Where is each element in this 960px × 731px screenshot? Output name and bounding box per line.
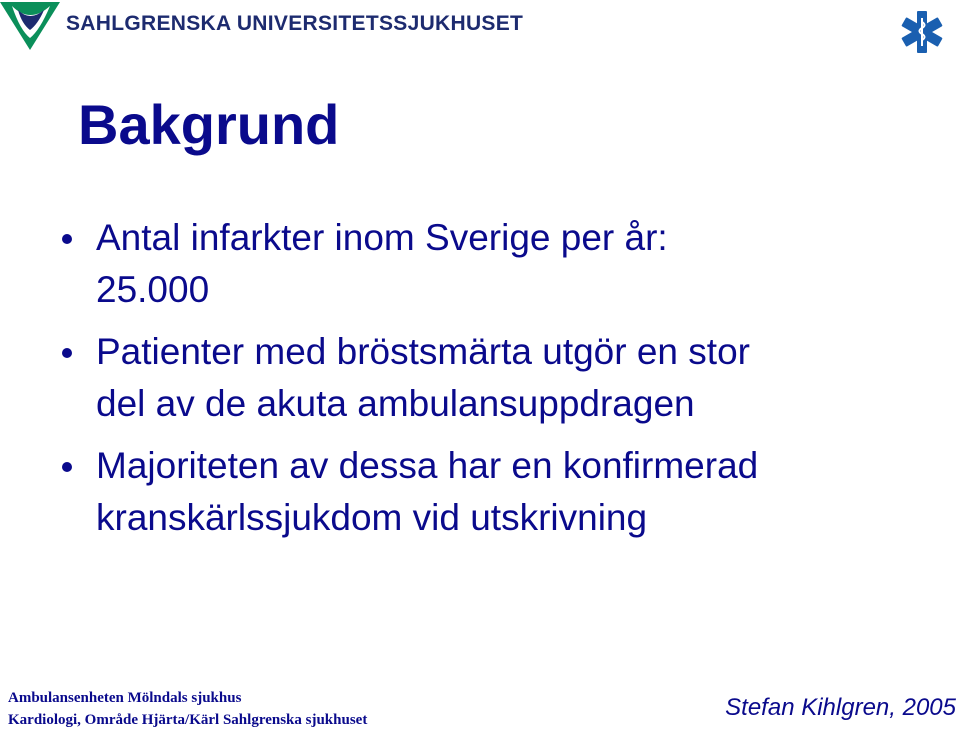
footer-affiliation (8, 687, 367, 731)
bullet-point-icon (62, 234, 72, 244)
slide-header (0, 0, 960, 60)
bullet-line: del av de akuta ambulansuppdragen (96, 383, 695, 424)
star-of-life-icon (900, 10, 944, 54)
bullet-item (60, 326, 758, 430)
bullet-line: Majoriteten av dessa har en konfirmerad (96, 445, 759, 486)
footer-affiliation-line: Ambulansenheten Mölndals sjukhus (8, 690, 242, 706)
bullet-line: 25.000 (96, 269, 210, 310)
bullet-list (60, 212, 758, 554)
slide-title: Bakgrund (78, 93, 340, 156)
footer-author: Stefan Kihlgren, 2005 (725, 694, 956, 721)
organization-name: SAHLGRENSKA UNIVERSITETSSJUKHUSET (66, 12, 524, 35)
bullet-point-icon (62, 348, 72, 358)
sahlgrenska-logo-icon (0, 0, 62, 52)
bullet-line: Antal infarkter inom Sverige per år: (96, 217, 668, 258)
bullet-line: kranskärlssjukdom vid utskrivning (96, 497, 648, 538)
footer-affiliation-line: Kardiologi, Område Hjärta/Kärl Sahlgrenska sjukhuset (8, 712, 368, 728)
bullet-line: Patienter med bröstsmärta utgör en stor (96, 331, 750, 372)
bullet-item (60, 212, 758, 316)
bullet-item (60, 440, 758, 544)
bullet-point-icon (62, 462, 72, 472)
